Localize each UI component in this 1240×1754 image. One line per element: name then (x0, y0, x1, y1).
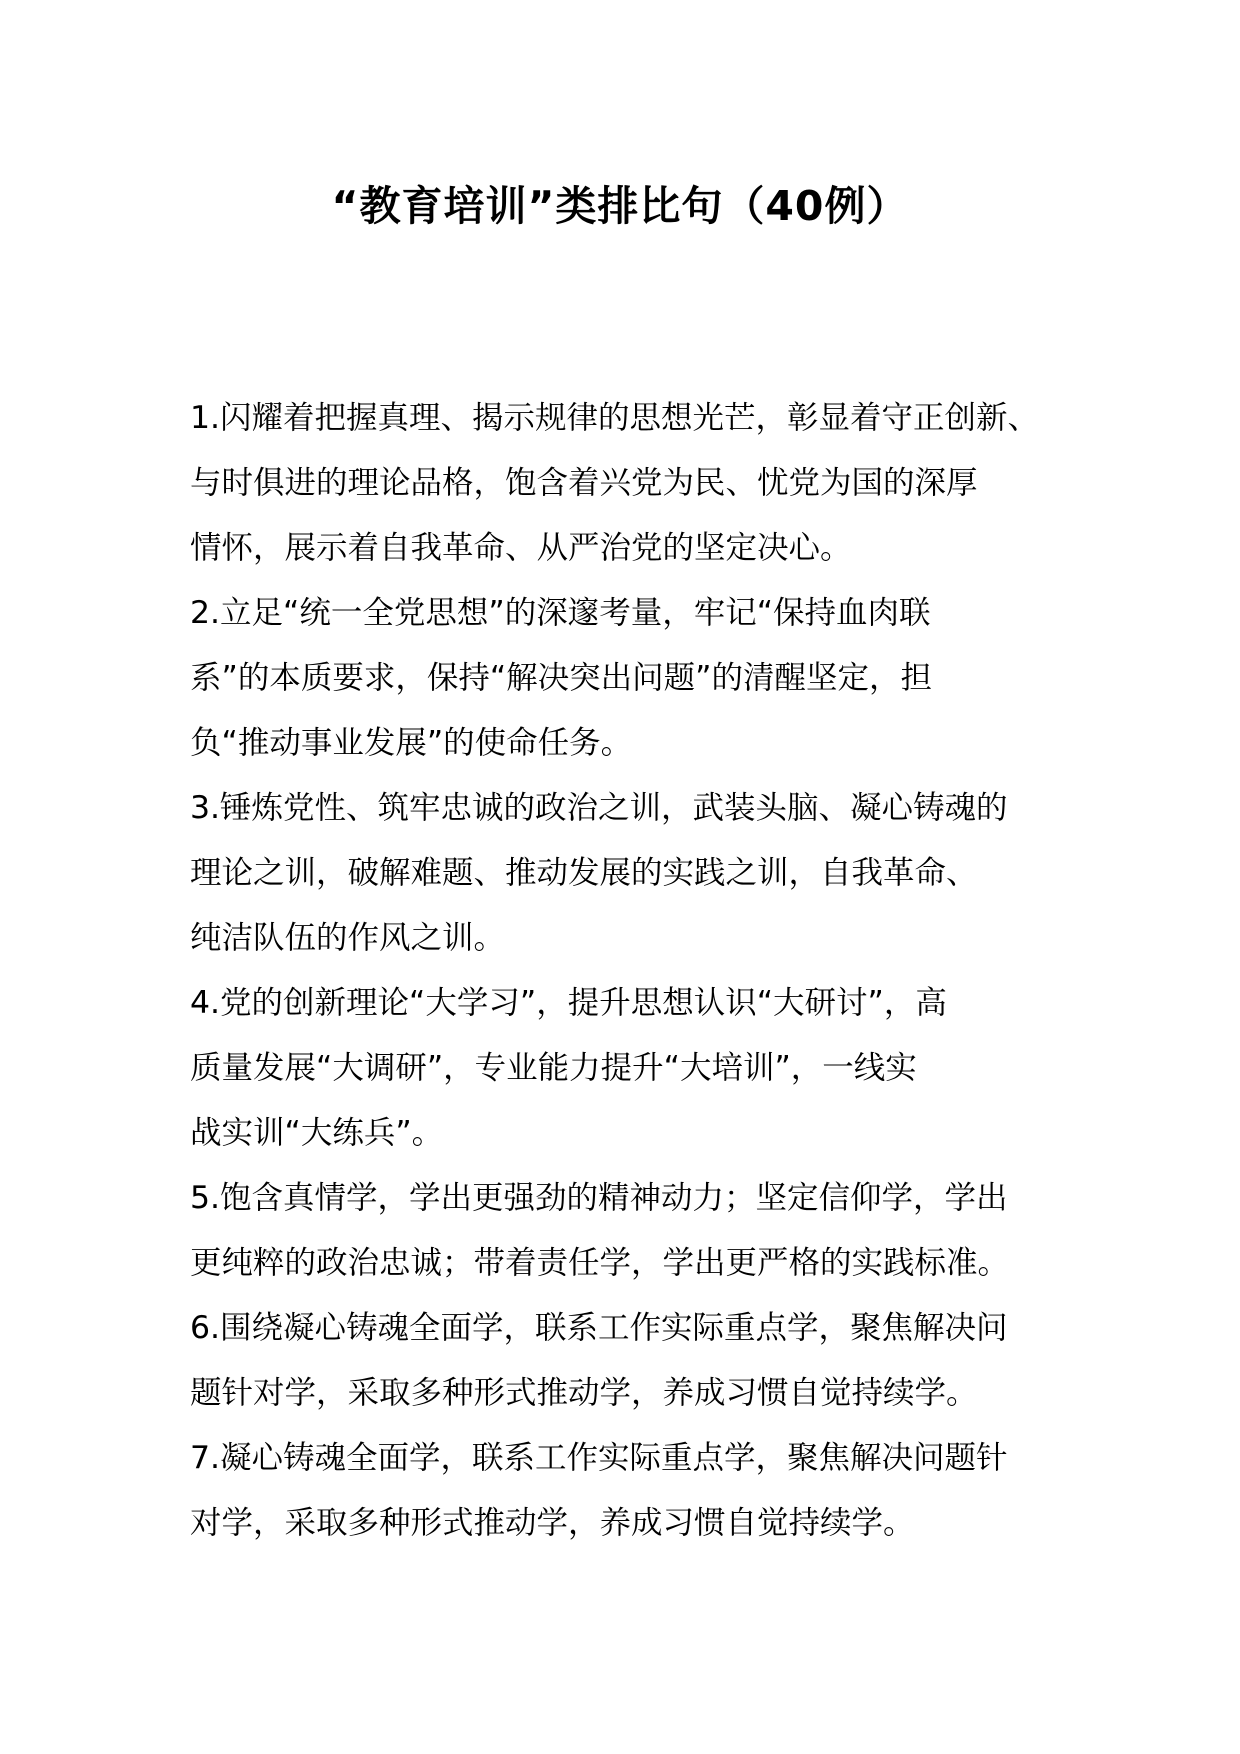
item-3-line-1: 3.锤炼党性、筑牢忠诚的政治之训，武装头脑、凝心铸魂的 (190, 790, 1008, 826)
item-5-line-1: 5.饱含真情学，学出更强劲的精神动力；坚定信仰学，学出 (190, 1180, 1008, 1216)
item-4-line-2: 质量发展“大调研”，专业能力提升“大培训”，一线实 (190, 1050, 917, 1086)
item-2-line-3: 负“推动事业发展”的使命任务。 (190, 725, 633, 761)
item-2-line-1: 2.立足“统一全党思想”的深邃考量，牢记“保持血肉联 (190, 595, 931, 631)
item-6-line-1: 6.围绕凝心铸魂全面学，联系工作实际重点学，聚焦解决问 (190, 1310, 1008, 1346)
item-2-line-2: 系”的本质要求，保持“解决突出问题”的清醒坚定，担 (190, 660, 932, 696)
item-4-line-1: 4.党的创新理论“大学习”，提升思想认识“大研讨”，高 (190, 985, 947, 1021)
item-3-line-2: 理论之训，破解难题、推动发展的实践之训，自我革命、 (190, 855, 978, 891)
document-title: “教育培训”类排比句（40例） (331, 182, 909, 230)
item-1-line-1: 1.闪耀着把握真理、揭示规律的思想光芒，彰显着守正创新、 (190, 400, 1040, 436)
item-7-line-1: 7.凝心铸魂全面学，联系工作实际重点学，聚焦解决问题针 (190, 1440, 1008, 1476)
item-1-line-3: 情怀，展示着自我革命、从严治党的坚定决心。 (190, 530, 852, 566)
item-6-line-2: 题针对学，采取多种形式推动学，养成习惯自觉持续学。 (190, 1375, 978, 1411)
item-5-line-2: 更纯粹的政治忠诚；带着责任学，学出更严格的实践标准。 (190, 1245, 1010, 1281)
item-7-line-2: 对学，采取多种形式推动学，养成习惯自觉持续学。 (190, 1505, 915, 1541)
item-3-line-3: 纯洁队伍的作风之训。 (190, 920, 506, 956)
document-body (190, 386, 1062, 1556)
item-1-line-2: 与时俱进的理论品格，饱含着兴党为民、忧党为国的深厚 (190, 465, 978, 501)
item-4-line-3: 战实训“大练兵”。 (190, 1115, 444, 1151)
